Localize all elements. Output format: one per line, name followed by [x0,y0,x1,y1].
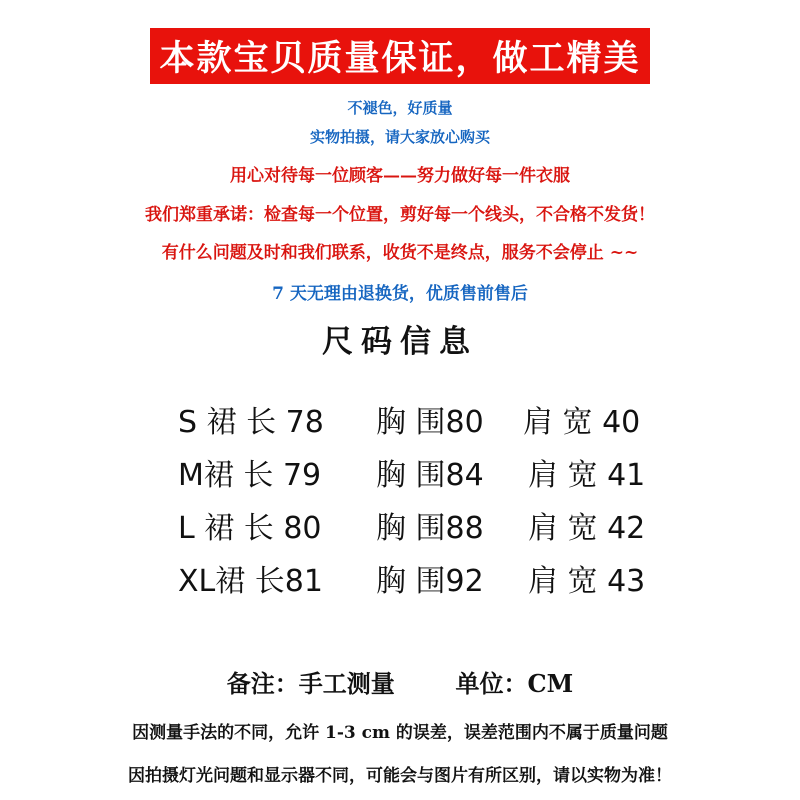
footer-color-note: 因拍摄灯光问题和显示器不同，可能会与图片有所区别，请以实物为准！ [128,766,672,786]
size-shoulder: 肩 宽 42 [528,511,646,546]
size-row-l [0,503,800,546]
size-shoulder: 肩 宽 40 [523,405,641,440]
promo-line-5: 有什么问题及时和我们联系，收货不是终点，服务不会停止 ~~ [161,243,639,263]
quality-banner: 本款宝贝质量保证，做工精美 [150,28,650,84]
promo-line-6: 7 天无理由退换货，优质售前售后 [272,284,528,304]
size-length: M裙 长 79 [178,458,322,493]
size-bust: 胸 围84 [376,458,484,493]
size-row-s [0,397,800,440]
size-row-xl [0,556,800,599]
size-row-m [0,450,800,493]
promo-line-4: 我们郑重承诺：检查每一个位置，剪好每一个线头，不合格不发货！ [145,205,655,225]
size-bust: 胸 围80 [376,405,484,440]
size-length: L 裙 长 80 [178,511,322,546]
size-length: XL裙 长81 [178,564,323,599]
measurement-remark: 备注：手工测量 [226,669,395,698]
size-bust: 胸 围92 [376,564,484,599]
measurement-note [0,664,800,699]
size-shoulder: 肩 宽 41 [528,458,646,493]
promo-line-2: 实物拍摄，请大家放心购买 [309,128,490,146]
measurement-unit: 单位：CM [455,669,574,698]
size-bust: 胸 围88 [376,511,484,546]
size-shoulder: 肩 宽 43 [528,564,646,599]
size-info-title: 尺码信息 [322,324,478,360]
size-length: S 裙 长 78 [178,405,324,440]
promo-line-3: 用心对待每一位顾客——努力做好每一件衣服 [230,166,570,186]
footer-tolerance-note: 因测量手法的不同，允许 1-3 cm 的误差，误差范围内不属于质量问题 [132,723,668,743]
promo-line-1: 不褪色，好质量 [347,99,453,117]
